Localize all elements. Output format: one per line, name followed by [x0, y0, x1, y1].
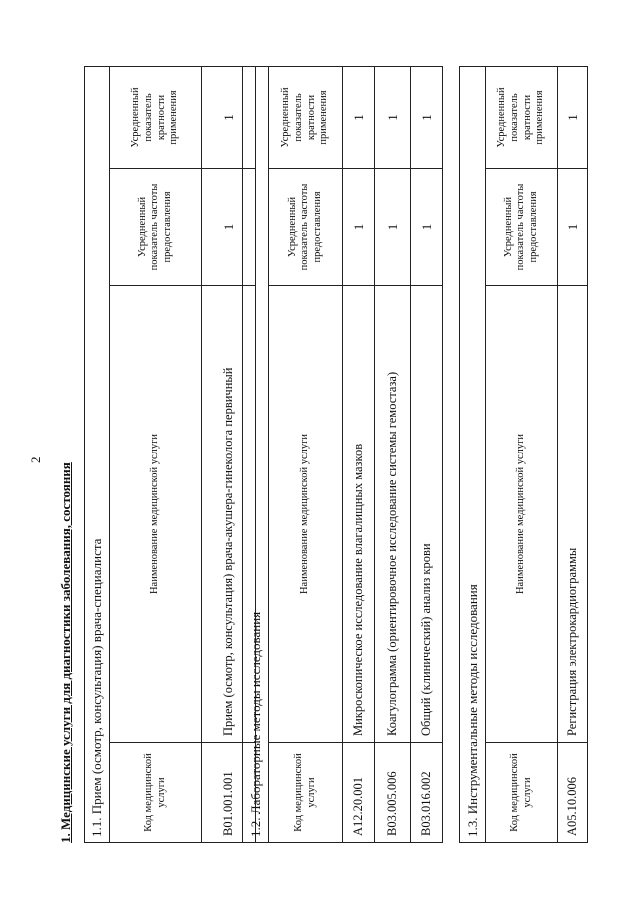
- service-code: B03.016.002: [411, 743, 443, 843]
- service-code: B03.005.006: [375, 743, 411, 843]
- multiplicity-value: 1: [411, 67, 443, 169]
- multiplicity-value: 1: [558, 67, 588, 169]
- service-code: B01.001.001: [202, 743, 256, 843]
- frequency-value: 1: [411, 169, 443, 286]
- page-number: 2: [28, 456, 43, 463]
- header-code: Код медицинской услуги: [110, 743, 202, 843]
- header-frequency: Усредненный показатель частоты предоставления: [486, 169, 558, 286]
- header-name: Наименование медицинской услуги: [110, 286, 202, 743]
- header-multiplicity: Усредненный показатель кратности применения: [486, 67, 558, 169]
- header-name: Наименование медицинской услуги: [269, 286, 343, 743]
- table-title: 1.3. Инструментальные методы исследования: [460, 67, 486, 843]
- frequency-value: 1: [375, 169, 411, 286]
- multiplicity-value: 1: [343, 67, 375, 169]
- header-frequency: Усредненный показатель частоты предоставления: [269, 169, 343, 286]
- table-instrumental: [459, 66, 588, 843]
- service-name: Общий (клинический) анализ крови: [411, 286, 443, 743]
- table-row: [558, 67, 588, 843]
- header-multiplicity: Усредненный показатель кратности применения: [269, 67, 343, 169]
- table-title: 1.1. Прием (осмотр, консультация) врача-специалиста: [85, 67, 110, 843]
- table-row: [411, 67, 443, 843]
- frequency-value: 1: [558, 169, 588, 286]
- header-name: Наименование медицинской услуги: [486, 286, 558, 743]
- service-name: Прием (осмотр, консультация) врача-акушера-гинеколога первичный: [202, 286, 256, 743]
- header-frequency: Усредненный показатель частоты предоставления: [110, 169, 202, 286]
- frequency-value: 1: [202, 169, 256, 286]
- table-laboratory: [242, 66, 443, 843]
- multiplicity-value: 1: [375, 67, 411, 169]
- service-code: A05.10.006: [558, 743, 588, 843]
- table-row: [375, 67, 411, 843]
- frequency-value: 1: [343, 169, 375, 286]
- section-title: 1. Медицинские услуги для диагностики заболевания, состояния: [58, 462, 73, 843]
- service-code: A12.20.001: [343, 743, 375, 843]
- service-name: Регистрация электрокардиограммы: [558, 286, 588, 743]
- service-name: Микроскопическое исследование влагалищных мазков: [343, 286, 375, 743]
- multiplicity-value: 1: [202, 67, 256, 169]
- header-code: Код медицинской услуги: [269, 743, 343, 843]
- header-multiplicity: Усредненный показатель кратности применения: [110, 67, 202, 169]
- table-consultation: [84, 66, 256, 843]
- table-row: [343, 67, 375, 843]
- header-code: Код медицинской услуги: [486, 743, 558, 843]
- table-title: 1.2. Лабораторные методы исследования: [243, 67, 269, 843]
- service-name: Коагулограмма (ориентировочное исследование системы гемостаза): [375, 286, 411, 743]
